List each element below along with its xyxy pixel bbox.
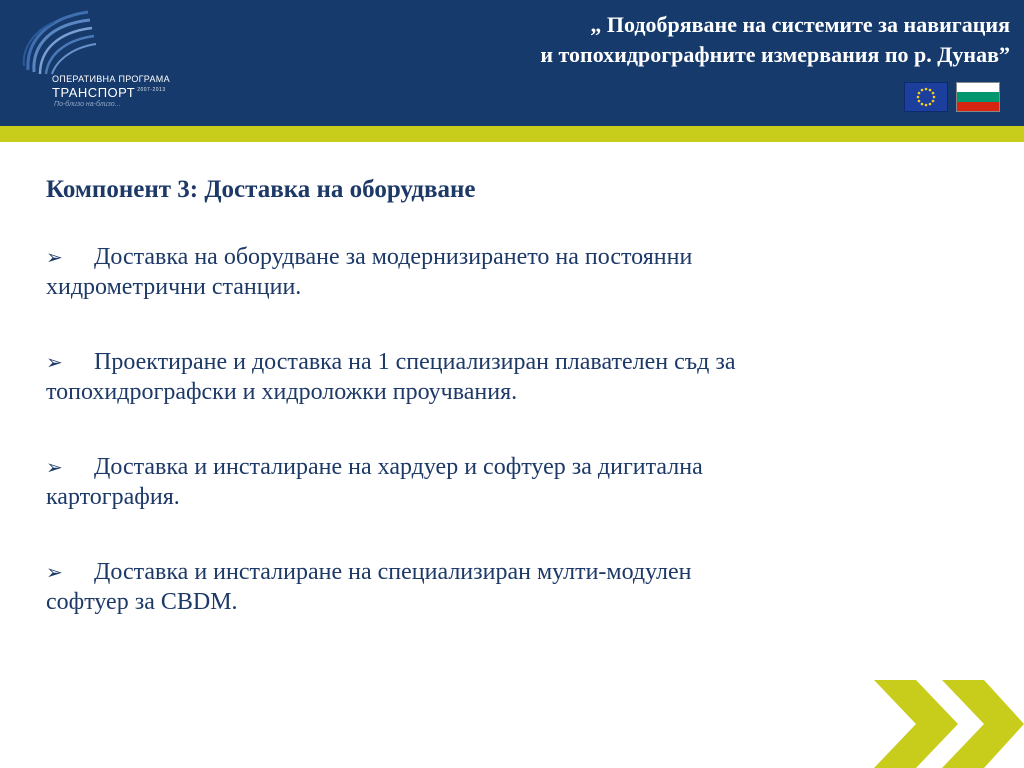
bullet-text-line-2: софтуер за CBDM. <box>46 589 238 615</box>
bullet-item <box>46 242 966 302</box>
bullet-item <box>46 347 966 407</box>
bullet-item <box>46 452 966 512</box>
logo-swoosh-icon <box>18 10 98 80</box>
section-title: Компонент 3: Доставка на оборудване <box>46 176 476 203</box>
bullet-text-line-1: Доставка на оборудване за модернизирането на постоянни <box>94 244 693 270</box>
bullet-text-line-2: топохидрографски и хидроложки проучвания. <box>46 379 518 405</box>
header-banner <box>0 0 1024 126</box>
eu-stars-icon <box>905 83 947 111</box>
flag-stripe-white <box>957 83 999 92</box>
arrow-bullet-icon: ➢ <box>46 245 63 269</box>
logo-transport-label: ТРАНСПОРТ $^{2007-2013}$ <box>52 85 166 100</box>
bullet-item <box>46 557 966 617</box>
bullet-text-line-2: хидрометрични станции. <box>46 274 302 300</box>
page-title <box>540 10 1010 70</box>
slide-content <box>46 176 966 662</box>
next-chevrons-icon[interactable] <box>870 680 1024 768</box>
bullet-text-line-2: картография. <box>46 484 180 510</box>
logo-program-label: ОПЕРАТИВНА ПРОГРАМА <box>52 74 170 84</box>
flag-stripe-red <box>957 102 999 111</box>
accent-divider <box>0 126 1024 142</box>
logo-tagline: По-близо на-близо... <box>54 101 121 108</box>
bullet-text-line-1: Проектиране и доставка на 1 специализиран плавателен съд за <box>94 349 736 375</box>
flag-stripe-green <box>957 92 999 101</box>
title-line-2: и топохидрографните измервания по р. Дунав” <box>540 42 1010 67</box>
op-transport-logo <box>18 10 188 115</box>
bullet-text-line-1: Доставка и инсталиране на специализиран мулти-модулен <box>94 559 692 585</box>
arrow-bullet-icon: ➢ <box>46 455 63 479</box>
title-line-1: „ Подобряване на системите за навигация <box>590 12 1010 37</box>
bullet-text-line-1: Доставка и инсталиране на хардуер и софтуер за дигитална <box>94 454 703 480</box>
arrow-bullet-icon: ➢ <box>46 350 63 374</box>
bulgaria-flag-icon <box>956 82 1000 112</box>
arrow-bullet-icon: ➢ <box>46 560 63 584</box>
eu-flag-icon <box>904 82 948 112</box>
